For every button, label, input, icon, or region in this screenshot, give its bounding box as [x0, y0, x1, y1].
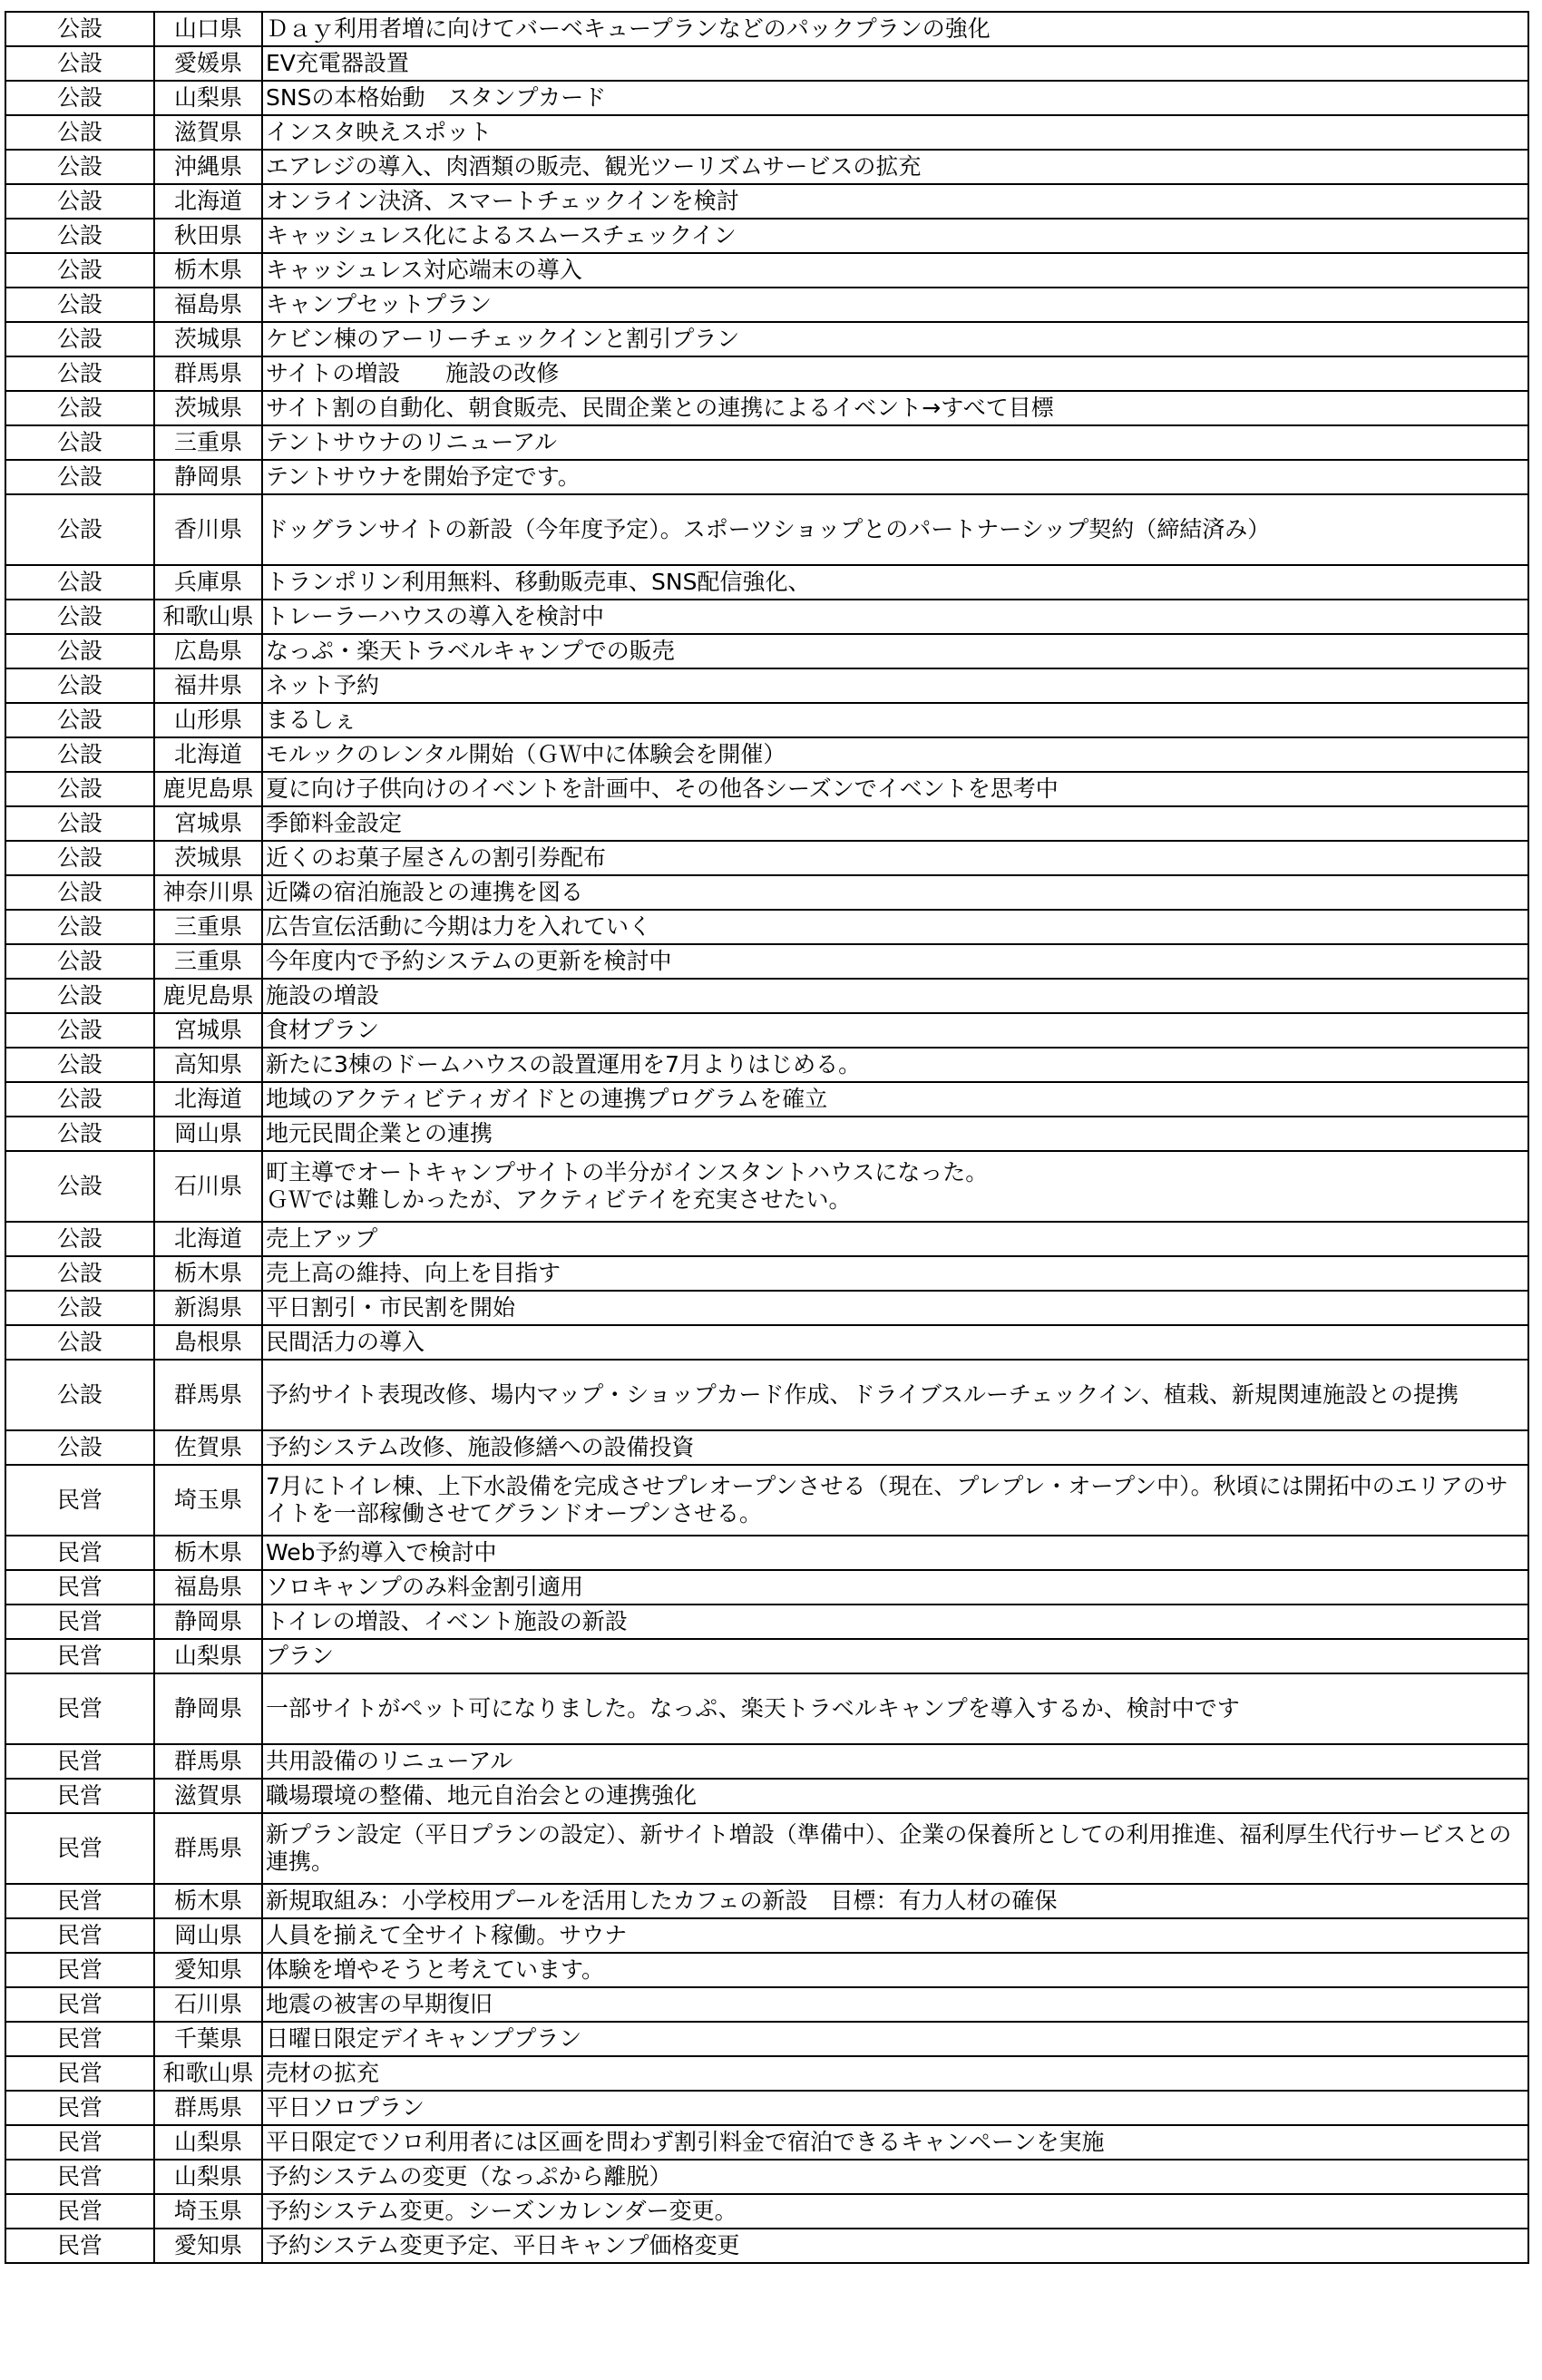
- initiative-cell: 季節料金設定: [262, 806, 1528, 841]
- prefecture-cell: 三重県: [154, 425, 262, 460]
- prefecture-cell: 兵庫県: [154, 565, 262, 600]
- operator-cell: 民営: [5, 1570, 154, 1605]
- operator-cell: 公設: [5, 737, 154, 772]
- prefecture-cell: 静岡県: [154, 1605, 262, 1639]
- table-row: [5, 1360, 1528, 1430]
- table-row: [5, 2091, 1528, 2125]
- initiative-cell: 広告宣伝活動に今期は力を入れていく: [262, 910, 1528, 944]
- table-row: [5, 1222, 1528, 1256]
- operator-cell: 公設: [5, 460, 154, 494]
- table-row: [5, 1884, 1528, 1918]
- operator-cell: 公設: [5, 668, 154, 703]
- prefecture-cell: 愛知県: [154, 2229, 262, 2263]
- operator-cell: 公設: [5, 1082, 154, 1117]
- table-row: [5, 565, 1528, 600]
- operator-cell: 公設: [5, 391, 154, 425]
- initiative-cell: 食材プラン: [262, 1013, 1528, 1048]
- operator-cell: 民営: [5, 1918, 154, 1953]
- prefecture-cell: 和歌山県: [154, 2056, 262, 2091]
- table-row: [5, 1744, 1528, 1779]
- table-row: [5, 2056, 1528, 2091]
- table-row: [5, 288, 1528, 322]
- initiative-cell: キャッシュレス対応端末の導入: [262, 253, 1528, 288]
- operator-cell: 民営: [5, 2022, 154, 2056]
- prefecture-cell: 北海道: [154, 737, 262, 772]
- operator-cell: 公設: [5, 1013, 154, 1048]
- prefecture-cell: 広島県: [154, 634, 262, 668]
- initiative-cell: トレーラーハウスの導入を検討中: [262, 600, 1528, 634]
- operator-cell: 公設: [5, 1360, 154, 1430]
- operator-cell: 公設: [5, 600, 154, 634]
- operator-cell: 民営: [5, 2160, 154, 2194]
- operator-cell: 公設: [5, 806, 154, 841]
- prefecture-cell: 愛知県: [154, 1953, 262, 1987]
- initiative-cell: ソロキャンプのみ料金割引適用: [262, 1570, 1528, 1605]
- initiative-cell: 近くのお菓子屋さんの割引券配布: [262, 841, 1528, 875]
- initiative-cell: 平日ソロプラン: [262, 2091, 1528, 2125]
- operator-cell: 公設: [5, 634, 154, 668]
- operator-cell: 民営: [5, 1987, 154, 2022]
- operator-cell: 公設: [5, 944, 154, 979]
- operator-cell: 公設: [5, 253, 154, 288]
- prefecture-cell: 山梨県: [154, 81, 262, 115]
- table-row: [5, 115, 1528, 150]
- table-row: [5, 944, 1528, 979]
- table-row: [5, 356, 1528, 391]
- table-row: [5, 1465, 1528, 1536]
- operator-cell: 公設: [5, 219, 154, 253]
- initiative-cell: テントサウナを開始予定です。: [262, 460, 1528, 494]
- prefecture-cell: 群馬県: [154, 1813, 262, 1884]
- operator-cell: 公設: [5, 12, 154, 46]
- operator-cell: 民営: [5, 1953, 154, 1987]
- operator-cell: 公設: [5, 1430, 154, 1465]
- initiative-cell: 予約システム変更。シーズンカレンダー変更。: [262, 2194, 1528, 2229]
- prefecture-cell: 沖縄県: [154, 150, 262, 184]
- initiative-cell: 日曜日限定デイキャンププラン: [262, 2022, 1528, 2056]
- operator-cell: 民営: [5, 1639, 154, 1673]
- prefecture-cell: 北海道: [154, 1082, 262, 1117]
- operator-cell: 公設: [5, 115, 154, 150]
- prefecture-cell: 静岡県: [154, 1673, 262, 1744]
- prefecture-cell: 群馬県: [154, 1360, 262, 1430]
- initiative-cell: 体験を増やそうと考えています。: [262, 1953, 1528, 1987]
- prefecture-cell: 北海道: [154, 184, 262, 219]
- initiative-cell: キャンプセットプラン: [262, 288, 1528, 322]
- operator-cell: 公設: [5, 494, 154, 565]
- prefecture-cell: 神奈川県: [154, 875, 262, 910]
- table-row: [5, 322, 1528, 356]
- initiative-cell: SNSの本格始動 スタンプカード: [262, 81, 1528, 115]
- prefecture-cell: 福島県: [154, 1570, 262, 1605]
- operator-cell: 民営: [5, 1813, 154, 1884]
- initiative-cell: 町主導でオートキャンプサイトの半分がインスタントハウスになった。 ＧＷでは難しかったが、アクティビテイを充実させたい。: [262, 1151, 1528, 1222]
- operator-cell: 民営: [5, 1536, 154, 1570]
- table-row: [5, 2125, 1528, 2160]
- initiative-cell: ケビン棟のアーリーチェックインと割引プラン: [262, 322, 1528, 356]
- initiative-cell: 平日限定でソロ利用者には区画を問わず割引料金で宿泊できるキャンペーンを実施: [262, 2125, 1528, 2160]
- prefecture-cell: 宮城県: [154, 806, 262, 841]
- table-row: [5, 460, 1528, 494]
- prefecture-cell: 岡山県: [154, 1918, 262, 1953]
- operator-cell: 公設: [5, 910, 154, 944]
- initiative-cell: 地元民間企業との連携: [262, 1117, 1528, 1151]
- initiative-cell: 夏に向け子供向けのイベントを計画中、その他各シーズンでイベントを思考中: [262, 772, 1528, 806]
- initiative-cell: オンライン決済、スマートチェックインを検討: [262, 184, 1528, 219]
- prefecture-cell: 栃木県: [154, 1536, 262, 1570]
- prefecture-cell: 栃木県: [154, 1256, 262, 1291]
- initiative-cell: エアレジの導入、肉酒類の販売、観光ツーリズムサービスの拡充: [262, 150, 1528, 184]
- initiative-cell: EV充電器設置: [262, 46, 1528, 81]
- table-row: [5, 979, 1528, 1013]
- initiative-cell: 新プラン設定（平日プランの設定）、新サイト増設（準備中）、企業の保養所としての利用推進、福利厚生代行サービスとの連携。: [262, 1813, 1528, 1884]
- prefecture-cell: 愛媛県: [154, 46, 262, 81]
- initiative-cell: 民間活力の導入: [262, 1325, 1528, 1360]
- initiative-cell: 売上アップ: [262, 1222, 1528, 1256]
- initiative-cell: 一部サイトがペット可になりました。なっぷ、楽天トラベルキャンプを導入するか、検討中です: [262, 1673, 1528, 1744]
- prefecture-cell: 三重県: [154, 910, 262, 944]
- initiative-cell: なっぷ・楽天トラベルキャンプでの販売: [262, 634, 1528, 668]
- table-row: [5, 910, 1528, 944]
- prefecture-cell: 北海道: [154, 1222, 262, 1256]
- operator-cell: 公設: [5, 1151, 154, 1222]
- prefecture-cell: 群馬県: [154, 356, 262, 391]
- operator-cell: 民営: [5, 1744, 154, 1779]
- prefecture-cell: 埼玉県: [154, 2194, 262, 2229]
- prefecture-cell: 高知県: [154, 1048, 262, 1082]
- table-row: [5, 46, 1528, 81]
- table-row: [5, 1570, 1528, 1605]
- operator-cell: 公設: [5, 150, 154, 184]
- table-row: [5, 1013, 1528, 1048]
- prefecture-cell: 群馬県: [154, 1744, 262, 1779]
- table-row: [5, 425, 1528, 460]
- prefecture-cell: 新潟県: [154, 1291, 262, 1325]
- table-row: [5, 600, 1528, 634]
- operator-cell: 公設: [5, 1048, 154, 1082]
- prefecture-cell: 岡山県: [154, 1117, 262, 1151]
- prefecture-cell: 島根県: [154, 1325, 262, 1360]
- prefecture-cell: 栃木県: [154, 253, 262, 288]
- operator-cell: 民営: [5, 2194, 154, 2229]
- prefecture-cell: 三重県: [154, 944, 262, 979]
- initiative-cell: 人員を揃えて全サイト稼働。サウナ: [262, 1918, 1528, 1953]
- initiative-cell: トイレの増設、イベント施設の新設: [262, 1605, 1528, 1639]
- table-row: [5, 1918, 1528, 1953]
- table-row: [5, 772, 1528, 806]
- table-row: [5, 875, 1528, 910]
- table-row: [5, 1430, 1528, 1465]
- prefecture-cell: 鹿児島県: [154, 979, 262, 1013]
- operator-cell: 公設: [5, 875, 154, 910]
- table-row: [5, 253, 1528, 288]
- prefecture-cell: 静岡県: [154, 460, 262, 494]
- operator-cell: 公設: [5, 979, 154, 1013]
- prefecture-cell: 千葉県: [154, 2022, 262, 2056]
- table-row: [5, 1256, 1528, 1291]
- prefecture-cell: 茨城県: [154, 391, 262, 425]
- prefecture-cell: 秋田県: [154, 219, 262, 253]
- table-row: [5, 1639, 1528, 1673]
- initiative-cell: 地域のアクティビティガイドとの連携プログラムを確立: [262, 1082, 1528, 1117]
- operator-cell: 民営: [5, 1465, 154, 1536]
- initiative-cell: 予約サイト表現改修、場内マップ・ショップカード作成、ドライブスルーチェックイン、植栽、新規関連施設との提携: [262, 1360, 1528, 1430]
- table-row: [5, 494, 1528, 565]
- prefecture-cell: 香川県: [154, 494, 262, 565]
- table-row: [5, 1151, 1528, 1222]
- prefecture-cell: 山口県: [154, 12, 262, 46]
- table-row: [5, 1048, 1528, 1082]
- table-row: [5, 1325, 1528, 1360]
- table-row: [5, 2160, 1528, 2194]
- initiative-cell: 予約システム改修、施設修繕への設備投資: [262, 1430, 1528, 1465]
- initiative-cell: ネット予約: [262, 668, 1528, 703]
- initiatives-table: [5, 11, 1529, 2264]
- table-row: [5, 150, 1528, 184]
- operator-cell: 公設: [5, 81, 154, 115]
- table-body: [5, 12, 1528, 2263]
- operator-cell: 公設: [5, 46, 154, 81]
- prefecture-cell: 茨城県: [154, 322, 262, 356]
- prefecture-cell: 鹿児島県: [154, 772, 262, 806]
- initiative-cell: モルックのレンタル開始（ＧＷ中に体験会を開催）: [262, 737, 1528, 772]
- initiative-cell: 施設の増設: [262, 979, 1528, 1013]
- table-row: [5, 391, 1528, 425]
- table-row: [5, 634, 1528, 668]
- table-row: [5, 219, 1528, 253]
- operator-cell: 民営: [5, 1884, 154, 1918]
- initiative-cell: まるしぇ: [262, 703, 1528, 737]
- operator-cell: 公設: [5, 841, 154, 875]
- table-row: [5, 2229, 1528, 2263]
- prefecture-cell: 和歌山県: [154, 600, 262, 634]
- table-row: [5, 2022, 1528, 2056]
- table-row: [5, 1673, 1528, 1744]
- table-row: [5, 737, 1528, 772]
- initiative-cell: 平日割引・市民割を開始: [262, 1291, 1528, 1325]
- initiative-cell: Ｄａｙ利用者増に向けてバーベキュープランなどのパックプランの強化: [262, 12, 1528, 46]
- prefecture-cell: 石川県: [154, 1151, 262, 1222]
- prefecture-cell: 福井県: [154, 668, 262, 703]
- prefecture-cell: 山形県: [154, 703, 262, 737]
- prefecture-cell: 埼玉県: [154, 1465, 262, 1536]
- table-row: [5, 1291, 1528, 1325]
- operator-cell: 民営: [5, 2229, 154, 2263]
- operator-cell: 公設: [5, 356, 154, 391]
- prefecture-cell: 群馬県: [154, 2091, 262, 2125]
- table-row: [5, 184, 1528, 219]
- initiative-cell: サイト割の自動化、朝食販売、民間企業との連携によるイベント→すべて目標: [262, 391, 1528, 425]
- initiative-cell: 近隣の宿泊施設との連携を図る: [262, 875, 1528, 910]
- prefecture-cell: 宮城県: [154, 1013, 262, 1048]
- initiative-cell: インスタ映えスポット: [262, 115, 1528, 150]
- table-row: [5, 81, 1528, 115]
- operator-cell: 公設: [5, 184, 154, 219]
- prefecture-cell: 福島県: [154, 288, 262, 322]
- operator-cell: 公設: [5, 1256, 154, 1291]
- operator-cell: 公設: [5, 288, 154, 322]
- operator-cell: 民営: [5, 1605, 154, 1639]
- table-row: [5, 1082, 1528, 1117]
- initiative-cell: トランポリン利用無料、移動販売車、SNS配信強化、: [262, 565, 1528, 600]
- prefecture-cell: 滋賀県: [154, 1779, 262, 1813]
- operator-cell: 民営: [5, 1673, 154, 1744]
- operator-cell: 公設: [5, 703, 154, 737]
- initiative-cell: 今年度内で予約システムの更新を検討中: [262, 944, 1528, 979]
- initiative-cell: 予約システム変更予定、平日キャンプ価格変更: [262, 2229, 1528, 2263]
- prefecture-cell: 山梨県: [154, 1639, 262, 1673]
- operator-cell: 公設: [5, 1222, 154, 1256]
- operator-cell: 公設: [5, 565, 154, 600]
- table-row: [5, 1536, 1528, 1570]
- initiative-cell: 新規取組み：小学校用プールを活用したカフェの新設 目標：有力人材の確保: [262, 1884, 1528, 1918]
- initiative-cell: 予約システムの変更（なっぷから離脱）: [262, 2160, 1528, 2194]
- prefecture-cell: 山梨県: [154, 2125, 262, 2160]
- table-row: [5, 12, 1528, 46]
- initiative-cell: プラン: [262, 1639, 1528, 1673]
- operator-cell: 民営: [5, 2056, 154, 2091]
- prefecture-cell: 山梨県: [154, 2160, 262, 2194]
- initiative-cell: 職場環境の整備、地元自治会との連携強化: [262, 1779, 1528, 1813]
- operator-cell: 公設: [5, 1325, 154, 1360]
- table-row: [5, 1987, 1528, 2022]
- operator-cell: 公設: [5, 425, 154, 460]
- initiative-cell: テントサウナのリニューアル: [262, 425, 1528, 460]
- initiative-cell: 売上高の維持、向上を目指す: [262, 1256, 1528, 1291]
- table-row: [5, 806, 1528, 841]
- operator-cell: 公設: [5, 1117, 154, 1151]
- operator-cell: 公設: [5, 772, 154, 806]
- initiative-cell: 7月にトイレ棟、上下水設備を完成させプレオープンさせる（現在、プレプレ・オープン中）。秋頃には開拓中のエリアのサイトを一部稼働させてグランドオープンさせる。: [262, 1465, 1528, 1536]
- prefecture-cell: 滋賀県: [154, 115, 262, 150]
- operator-cell: 民営: [5, 2091, 154, 2125]
- initiative-cell: 売材の拡充: [262, 2056, 1528, 2091]
- operator-cell: 公設: [5, 322, 154, 356]
- initiative-cell: サイトの増設 施設の改修: [262, 356, 1528, 391]
- prefecture-cell: 佐賀県: [154, 1430, 262, 1465]
- prefecture-cell: 石川県: [154, 1987, 262, 2022]
- table-row: [5, 703, 1528, 737]
- initiative-cell: 新たに3棟のドームハウスの設置運用を7月よりはじめる。: [262, 1048, 1528, 1082]
- table-row: [5, 1117, 1528, 1151]
- table-row: [5, 1813, 1528, 1884]
- prefecture-cell: 茨城県: [154, 841, 262, 875]
- table-row: [5, 1953, 1528, 1987]
- prefecture-cell: 栃木県: [154, 1884, 262, 1918]
- operator-cell: 公設: [5, 1291, 154, 1325]
- initiative-cell: キャッシュレス化によるスムースチェックイン: [262, 219, 1528, 253]
- initiative-cell: ドッグランサイトの新設（今年度予定）。スポーツショップとのパートナーシップ契約（締結済み）: [262, 494, 1528, 565]
- table-row: [5, 1779, 1528, 1813]
- initiative-cell: 地震の被害の早期復旧: [262, 1987, 1528, 2022]
- operator-cell: 民営: [5, 1779, 154, 1813]
- table-row: [5, 668, 1528, 703]
- table-row: [5, 2194, 1528, 2229]
- table-row: [5, 1605, 1528, 1639]
- initiative-cell: 共用設備のリニューアル: [262, 1744, 1528, 1779]
- operator-cell: 民営: [5, 2125, 154, 2160]
- table-row: [5, 841, 1528, 875]
- initiative-cell: Web予約導入で検討中: [262, 1536, 1528, 1570]
